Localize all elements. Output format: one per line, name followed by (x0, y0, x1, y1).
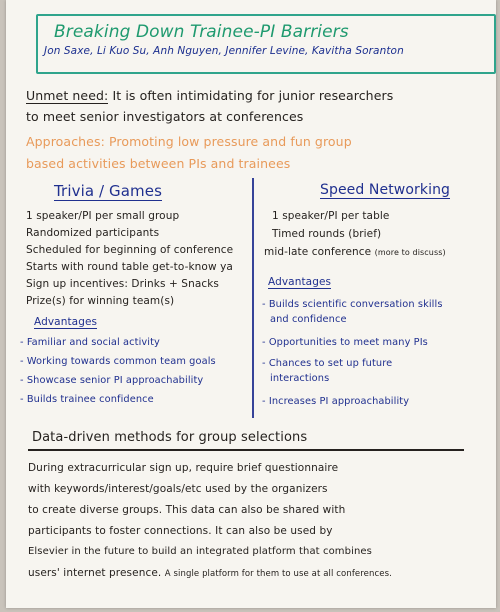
author-list: Jon Saxe, Li Kuo Su, Anh Nguyen, Jennifer Levine, Kavitha Soranton (44, 45, 404, 57)
column-divider (252, 178, 254, 418)
trivia-advantage: - Familiar and social activity (20, 337, 160, 348)
data-driven-last-line (28, 567, 392, 579)
speed-advantage: - Builds scientific conversation skills (262, 299, 443, 310)
trivia-advantages-heading-text: Advantages (34, 316, 98, 328)
approaches-text-1: Promoting low pressure and fun group (108, 134, 352, 149)
speed-advantages-heading (268, 276, 331, 288)
trivia-item: Scheduled for beginning of conference (26, 244, 234, 256)
speed-heading (320, 182, 450, 198)
data-driven-tail: A single platform for them to use at all conferences. (164, 569, 392, 579)
speed-item-3 (264, 246, 446, 258)
unmet-need-label: Unmet need: (26, 88, 109, 103)
data-driven-line: participants to foster connections. It can also be used by (28, 525, 333, 537)
trivia-item: Prize(s) for winning team(s) (26, 295, 175, 307)
data-driven-line: During extracurricular sign up, require brief questionnaire (28, 462, 339, 474)
approaches-label: Approaches: (26, 134, 105, 149)
trivia-heading (54, 182, 162, 200)
speed-advantage: - Opportunities to meet many PIs (262, 337, 428, 348)
trivia-advantage: - Working towards common team goals (20, 356, 216, 367)
data-driven-heading: Data-driven methods for group selections (32, 430, 308, 445)
speed-advantage: - Chances to set up future (262, 358, 393, 369)
section-divider (28, 449, 464, 451)
speed-item: mid-late conference (264, 246, 372, 258)
speed-note: (more to discuss) (374, 248, 446, 257)
approaches-line-1 (26, 134, 352, 149)
data-driven-line: to create diverse groups. This data can also be shared with (28, 504, 346, 516)
trivia-heading-text: Trivia / Games (54, 182, 162, 200)
data-driven-line: with keywords/interest/goals/etc used by the organizers (28, 483, 328, 495)
speed-advantage: interactions (270, 373, 330, 384)
speed-advantages-heading-text: Advantages (268, 276, 332, 288)
speed-advantage: - Increases PI approachability (262, 396, 410, 407)
unmet-need-text-1: It is often intimidating for junior researchers (112, 88, 394, 103)
speed-item: 1 speaker/PI per table (272, 210, 390, 222)
unmet-need-text-2: to meet senior investigators at conferences (26, 109, 304, 124)
unmet-need-line-1 (26, 88, 393, 103)
speed-heading-text: Speed Networking (320, 182, 451, 198)
trivia-advantage: - Builds trainee confidence (20, 394, 154, 405)
trivia-item: Starts with round table get-to-know ya (26, 261, 233, 273)
trivia-item: Sign up incentives: Drinks + Snacks (26, 278, 219, 290)
trivia-item: Randomized participants (26, 227, 160, 239)
data-driven-line: Elsevier in the future to build an integrated platform that combines (28, 546, 372, 557)
approaches-text-2: based activities between PIs and trainees (26, 156, 291, 171)
trivia-advantages-heading (34, 316, 97, 328)
speed-advantage: and confidence (270, 314, 347, 325)
trivia-item: 1 speaker/PI per small group (26, 210, 180, 222)
poster-title: Breaking Down Trainee-PI Barriers (54, 22, 349, 42)
data-driven-line: users' internet presence. (28, 567, 162, 579)
poster-sheet (6, 0, 496, 608)
trivia-advantage: - Showcase senior PI approachability (20, 375, 204, 386)
speed-item: Timed rounds (brief) (272, 228, 382, 240)
